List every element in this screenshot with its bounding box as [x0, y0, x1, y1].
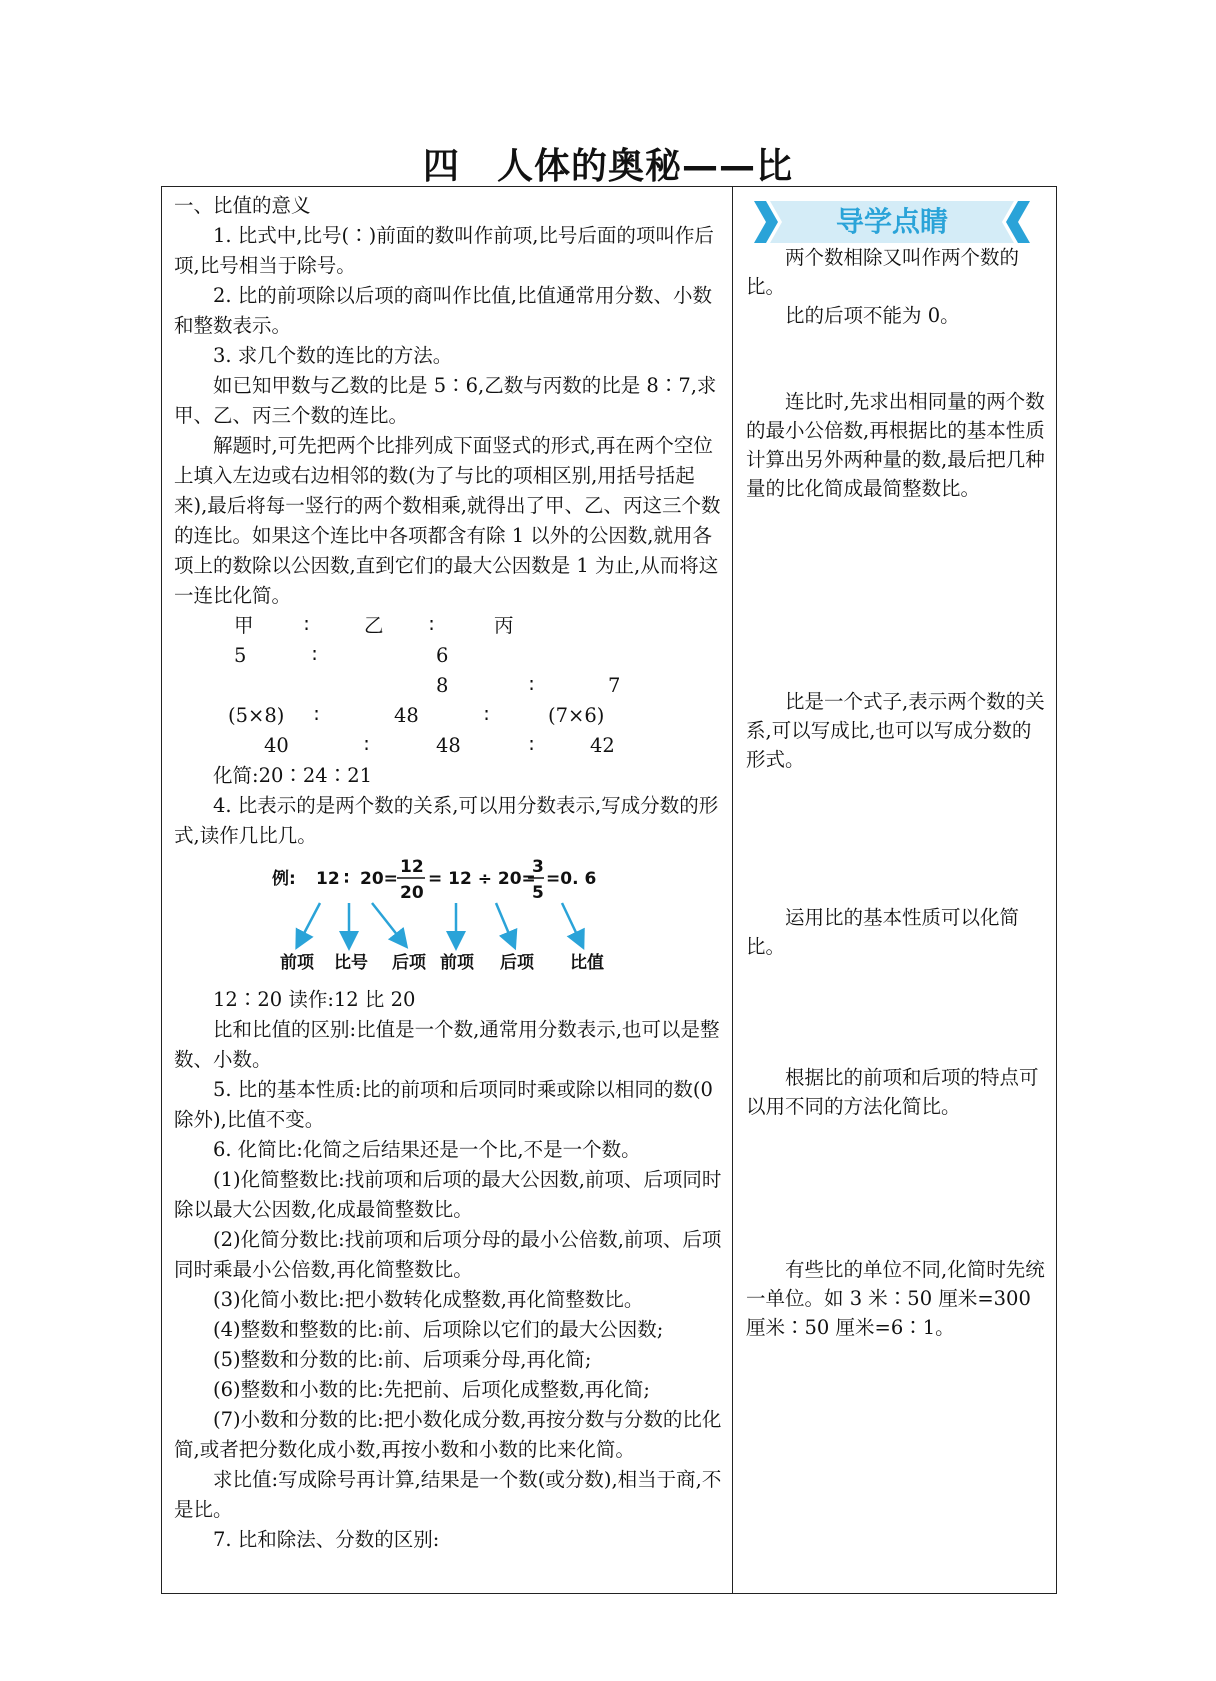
- side-note: [746, 243, 1046, 330]
- paragraph: (2)化简分数比:找前项和后项分母的最小公倍数,前项、后项同时乘最小公倍数,再化简整数比。: [174, 1228, 722, 1281]
- label-ratio-sign: 比号: [334, 953, 368, 973]
- paragraph: 如已知甲数与乙数的比是 5∶6,乙数与丙数的比是 8∶7,求甲、乙、丙三个数的连比。: [174, 374, 717, 427]
- vertical-ratio-layout: [174, 611, 724, 761]
- guide-badge: [752, 199, 1032, 245]
- side-note: [746, 387, 1046, 503]
- layout-cell: 乙: [364, 614, 384, 637]
- note-text: 比是一个式子,表示两个数的关系,可以写成比,也可以写成分数的形式。: [746, 690, 1045, 771]
- layout-cell: 丙: [494, 614, 514, 637]
- paragraph: 6. 化简比:化简之后结果还是一个比,不是一个数。: [213, 1138, 641, 1161]
- paragraph: (3)化简小数比:把小数转化成整数,再化简整数比。: [213, 1288, 644, 1311]
- paragraph: 3. 求几个数的连比的方法。: [213, 344, 453, 367]
- paragraph: 12∶20 读作:12 比 20: [213, 988, 416, 1011]
- example-front-term: 12: [316, 869, 340, 889]
- note-text: 根据比的前项和后项的特点可以用不同的方法化简比。: [746, 1066, 1039, 1118]
- layout-cell: ∶: [364, 734, 370, 757]
- layout-row: [174, 701, 724, 731]
- paragraph: (5)整数和分数的比:前、后项乘分母,再化简;: [213, 1348, 592, 1371]
- example-division: = 12 ÷ 20=: [428, 869, 536, 889]
- layout-row: [174, 641, 724, 671]
- side-note: [746, 903, 1046, 961]
- paragraph: 1. 比式中,比号(∶)前面的数叫作前项,比号后面的项叫作后项,比号相当于除号。: [174, 224, 714, 277]
- layout-cell: ∶: [429, 614, 435, 637]
- paragraph: 求比值:写成除号再计算,结果是一个数(或分数),相当于商,不是比。: [174, 1468, 722, 1521]
- label-back-term: 后项: [392, 953, 426, 973]
- label-back-term: 后项: [500, 953, 534, 973]
- example-ratio-sign: ∶: [344, 869, 349, 889]
- paragraph: 解题时,可先把两个比排列成下面竖式的形式,再在两个空位上填入左边或右边相邻的数(为了与比的项相区别,用括号括起来),最后将每一竖行的两个数相乘,就得出了甲、乙、丙这三个数的连比。如果这个连比中各项都含有除 1 以外的公因数,就用各项上的数除以公因数,直到它们的最大公因数是 1 为止,从而将这一连比化简。: [174, 434, 721, 607]
- content-table: [161, 186, 1057, 1594]
- layout-row: [174, 671, 724, 701]
- arrow-divisor: [496, 903, 512, 941]
- layout-cell: ∶: [529, 734, 535, 757]
- note-text: 连比时,先求出相同量的两个数的最小公倍数,再根据比的基本性质计算出另外两种量的数,最后把几种量的比化简成最简整数比。: [746, 390, 1045, 500]
- paragraph: (6)整数和小数的比:先把前、后项化成整数,再化简;: [213, 1378, 650, 1401]
- layout-cell: 8: [436, 674, 449, 697]
- arrow-back-term: [372, 903, 402, 941]
- side-note: [746, 1255, 1046, 1342]
- paragraph: 比和比值的区别:比值是一个数,通常用分数表示,也可以是整数、小数。: [174, 1018, 720, 1071]
- label-front-term: 前项: [280, 953, 314, 973]
- label-front-term: 前项: [440, 953, 474, 973]
- example-back-term: 20=: [360, 869, 398, 889]
- layout-cell: 5: [234, 644, 247, 667]
- fraction-numerator: 12: [400, 857, 424, 877]
- fraction-denominator: 5: [532, 883, 544, 903]
- layout-cell: ∶: [312, 644, 318, 667]
- layout-cell: (7×6): [548, 704, 605, 727]
- note-text: 比的后项不能为 0。: [785, 304, 960, 327]
- paragraph: 5. 比的基本性质:比的前项和后项同时乘或除以相同的数(0 除外),比值不变。: [174, 1078, 713, 1131]
- badge-title: 导学点睛: [835, 205, 948, 238]
- layout-cell: ∶: [484, 704, 490, 727]
- side-note: [746, 687, 1046, 774]
- layout-cell: 甲: [234, 614, 254, 637]
- layout-cell: ∶: [529, 674, 535, 697]
- arrow-ratio-value: [562, 903, 580, 941]
- ratio-example-diagram: [174, 855, 724, 979]
- paragraph: 4. 比表示的是两个数的关系,可以用分数表示,写成分数的形式,读作几比几。: [174, 794, 719, 847]
- arrow-front-term: [300, 903, 320, 941]
- fraction-denominator: 20: [400, 883, 424, 903]
- layout-cell: 6: [436, 644, 449, 667]
- example-prefix: 例:: [272, 869, 296, 889]
- layout-cell: 48: [394, 704, 419, 727]
- side-note: [746, 1063, 1046, 1121]
- ratio-example-svg: [174, 855, 724, 979]
- layout-cell: 40: [264, 734, 289, 757]
- paragraph: 7. 比和除法、分数的区别:: [213, 1528, 440, 1551]
- layout-row: [174, 611, 724, 641]
- layout-cell: ∶: [304, 614, 310, 637]
- layout-cell: 42: [590, 734, 615, 757]
- layout-row: [174, 731, 724, 761]
- paragraph: (1)化简整数比:找前项和后项的最大公因数,前项、后项同时除以最大公因数,化成最简整数比。: [174, 1168, 722, 1221]
- layout-cell: 7: [608, 674, 621, 697]
- layout-cell: (5×8): [228, 704, 285, 727]
- note-text: 运用比的基本性质可以化简比。: [746, 906, 1020, 958]
- paragraph: (7)小数和分数的比:把小数化成分数,再按分数与分数的比化简,或者把分数化成小数,再按小数和小数的比来化简。: [174, 1408, 722, 1461]
- page-title: 四 人体的奥秘——比: [422, 146, 793, 187]
- example-result: =0. 6: [546, 869, 597, 889]
- layout-cell: ∶: [314, 704, 320, 727]
- paragraph: 2. 比的前项除以后项的商叫作比值,比值通常用分数、小数和整数表示。: [174, 284, 713, 337]
- column-divider: [732, 187, 733, 1593]
- layout-cell: 48: [436, 734, 461, 757]
- note-text: 两个数相除又叫作两个数的比。: [746, 246, 1020, 298]
- simplified-result: 化简:20∶24∶21: [213, 764, 373, 787]
- section-heading: 一、比值的意义: [174, 194, 311, 217]
- note-text: 有些比的单位不同,化简时先统一单位。如 3 米∶50 厘米=300 厘米∶50 厘米=6∶1。: [746, 1258, 1045, 1339]
- label-ratio-value: 比值: [570, 953, 604, 973]
- main-column: [174, 191, 724, 1555]
- paragraph: (4)整数和整数的比:前、后项除以它们的最大公因数;: [213, 1318, 664, 1341]
- fraction-numerator: 3: [532, 857, 544, 877]
